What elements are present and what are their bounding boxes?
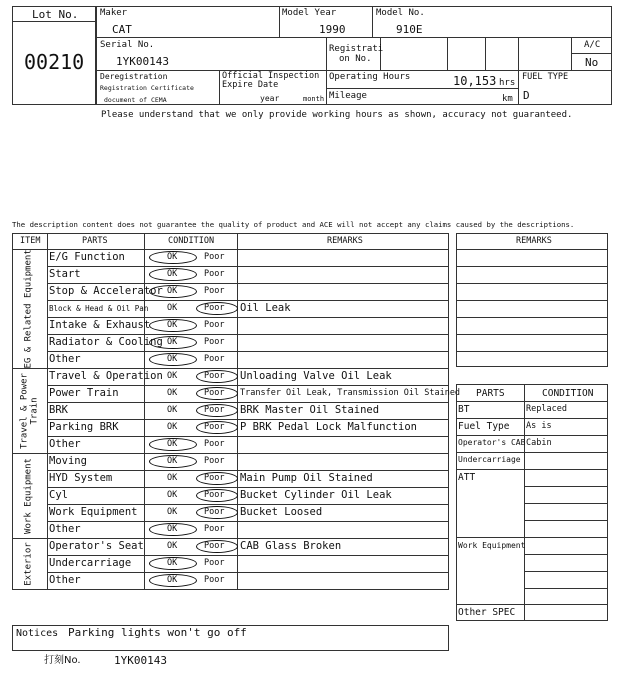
mileage-unit: km <box>502 94 513 104</box>
poor-circle <box>196 387 238 400</box>
remark-text: Oil Leak <box>240 302 291 314</box>
ok-circle <box>149 574 197 587</box>
ok-option: OK <box>167 422 178 432</box>
group-label-3: Exterior <box>23 541 34 586</box>
ok-option: OK <box>167 371 178 381</box>
poor-option: Poor <box>204 371 225 381</box>
poor-option: Poor <box>204 405 225 415</box>
ok-option: OK <box>167 320 178 330</box>
poor-circle <box>196 489 238 502</box>
poor-circle <box>196 370 238 383</box>
remark-text: Bucket Loosed <box>240 506 323 518</box>
poor-option: Poor <box>204 456 225 466</box>
registration-label-2: on No. <box>339 54 372 64</box>
ok-circle <box>149 336 197 349</box>
group-label-0: EG & Related Equipment <box>23 248 34 368</box>
part-label: Travel & Operation <box>49 370 163 382</box>
poor-option: Poor <box>204 541 225 551</box>
operating-hours-label: Operating Hours <box>329 72 411 82</box>
maker-label: Maker <box>100 8 128 18</box>
right-condition-value: As is <box>526 421 552 431</box>
part-label: HYD System <box>49 472 113 484</box>
ac-value: No <box>585 56 599 69</box>
right-part-label: BT <box>458 404 470 415</box>
poor-circle <box>196 472 238 485</box>
right-part-label: ATT <box>458 472 476 483</box>
poor-circle <box>196 540 238 553</box>
ok-option: OK <box>167 558 178 568</box>
cema-label: document of CEMA <box>104 96 167 104</box>
month-label: month <box>303 95 325 103</box>
remark-text: Bucket Cylinder Oil Leak <box>240 489 392 501</box>
right-other-spec-label: Other SPEC <box>458 607 516 618</box>
part-label: Operator's Seat <box>49 540 144 552</box>
ok-option: OK <box>167 269 178 279</box>
part-label: Moving <box>49 455 87 467</box>
group-label-2: Work Equipment <box>23 457 34 534</box>
part-label: Other <box>49 438 81 450</box>
disclaimer-text: The description content does not guarantee the quality of product and ACE will not accept any claims caused by the descriptions. <box>12 220 575 229</box>
remark-text: BRK Master Oil Stained <box>240 404 380 416</box>
part-label: Cyl <box>49 489 68 501</box>
poor-option: Poor <box>204 269 225 279</box>
remark-text: Main Pump Oil Stained <box>240 472 373 484</box>
poor-circle <box>196 421 238 434</box>
year-label: year <box>260 94 280 103</box>
poor-circle <box>196 506 238 519</box>
poor-option: Poor <box>204 422 225 432</box>
inspection-label: Official Inspection <box>222 71 320 81</box>
maker-value: CAT <box>112 23 132 36</box>
ac-label: A/C <box>584 40 601 50</box>
poor-option: Poor <box>204 303 225 313</box>
part-label: Block & Head & Oil Pan <box>49 304 149 313</box>
notices-text: Parking lights won't go off <box>68 626 247 639</box>
lot-number: 00210 <box>24 50 85 74</box>
operating-hours-value: 10,153 <box>453 74 497 88</box>
part-label: E/G Function <box>49 251 125 263</box>
poor-circle <box>196 302 238 315</box>
fuel-type-label: FUEL TYPE <box>522 72 569 82</box>
ok-circle <box>149 353 197 366</box>
fuel-type-value: D <box>523 89 530 102</box>
poor-option: Poor <box>204 575 225 585</box>
right-part-label: Operator's CAB <box>458 438 526 447</box>
ok-circle <box>149 268 197 281</box>
group-label-1: Travel & Power Train <box>19 372 40 449</box>
col-item-header: ITEM <box>20 236 41 246</box>
serial-label: Serial No. <box>100 40 155 50</box>
model-year-label: Model Year <box>282 8 337 18</box>
part-label: Other <box>49 523 81 535</box>
ok-option: OK <box>167 575 178 585</box>
ok-option: OK <box>167 337 178 347</box>
ok-circle <box>149 285 197 298</box>
hours-unit: hrs <box>499 78 516 88</box>
poor-option: Poor <box>204 354 225 364</box>
part-label: Other <box>49 574 81 586</box>
part-label: Undercarriage <box>49 557 132 569</box>
col-remarks-header: REMARKS <box>327 236 363 246</box>
right-condition-value: Cabin <box>526 438 552 448</box>
ok-circle <box>149 251 197 264</box>
part-label: Stop & Accelerator <box>49 285 163 297</box>
deregistration-label: Deregistration <box>100 72 168 81</box>
poor-option: Poor <box>204 507 225 517</box>
remark-text: P BRK Pedal Lock Malfunction <box>240 421 418 433</box>
remark-text: Transfer Oil Leak, Transmission Oil Stained <box>240 388 461 398</box>
ok-option: OK <box>167 456 178 466</box>
model-no-label: Model No. <box>376 8 425 18</box>
poor-option: Poor <box>204 286 225 296</box>
registration-certificate-label: Registration Certificate <box>100 84 194 92</box>
poor-option: Poor <box>204 252 225 262</box>
right-part-label: Undercarriage <box>458 455 521 464</box>
ok-circle <box>149 319 197 332</box>
ok-option: OK <box>167 507 178 517</box>
mileage-label: Mileage <box>329 91 367 101</box>
part-label: Intake & Exhaust <box>49 319 151 331</box>
poor-option: Poor <box>204 524 225 534</box>
ok-option: OK <box>167 303 178 313</box>
part-label: BRK <box>49 404 68 416</box>
right-condition-header: CONDITION <box>542 388 594 399</box>
poor-option: Poor <box>204 473 225 483</box>
ok-option: OK <box>167 473 178 483</box>
poor-circle <box>196 404 238 417</box>
ok-option: OK <box>167 541 178 551</box>
poor-option: Poor <box>204 490 225 500</box>
ok-option: OK <box>167 524 178 534</box>
right-condition-value: Replaced <box>526 404 567 414</box>
ok-option: OK <box>167 286 178 296</box>
ok-circle <box>149 557 197 570</box>
part-label: Radiator & Cooling <box>49 336 163 348</box>
remark-text: Unloading Valve Oil Leak <box>240 370 392 382</box>
inspection-label-2: Expire Date <box>222 80 279 90</box>
lot-label: Lot No. <box>32 8 79 21</box>
poor-option: Poor <box>204 439 225 449</box>
stamp-number-value: 1YK00143 <box>114 654 167 667</box>
ok-circle <box>149 523 197 536</box>
ok-circle <box>149 455 197 468</box>
part-label: Parking BRK <box>49 421 119 433</box>
ok-option: OK <box>167 252 178 262</box>
right-work-equipment-label: Work Equipment <box>458 541 526 550</box>
part-label: Work Equipment <box>49 506 138 518</box>
right-parts-header: PARTS <box>476 388 505 399</box>
poor-option: Poor <box>204 320 225 330</box>
col-parts-header: PARTS <box>82 236 108 246</box>
registration-label: Registrati <box>329 44 384 54</box>
part-label: Other <box>49 353 81 365</box>
part-label: Power Train <box>49 387 119 399</box>
ok-option: OK <box>167 388 178 398</box>
model-year-value: 1990 <box>319 23 346 36</box>
ok-option: OK <box>167 354 178 364</box>
serial-value: 1YK00143 <box>116 55 169 68</box>
part-label: Start <box>49 268 81 280</box>
poor-option: Poor <box>204 388 225 398</box>
stamp-number-label: 打刻No. <box>44 655 81 666</box>
ok-option: OK <box>167 405 178 415</box>
hours-accuracy-note: Please understand that we only provide working hours as shown, accuracy not guaranteed. <box>101 110 573 120</box>
poor-option: Poor <box>204 558 225 568</box>
right-part-label: Fuel Type <box>458 421 510 432</box>
col-condition-header: CONDITION <box>168 236 215 246</box>
ok-option: OK <box>167 439 178 449</box>
remark-text: CAB Glass Broken <box>240 540 342 552</box>
poor-option: Poor <box>204 337 225 347</box>
notices-label: Notices <box>16 628 59 639</box>
ok-circle <box>149 438 197 451</box>
model-no-value: 910E <box>396 23 423 36</box>
ok-option: OK <box>167 490 178 500</box>
right-remarks-header: REMARKS <box>516 236 552 246</box>
